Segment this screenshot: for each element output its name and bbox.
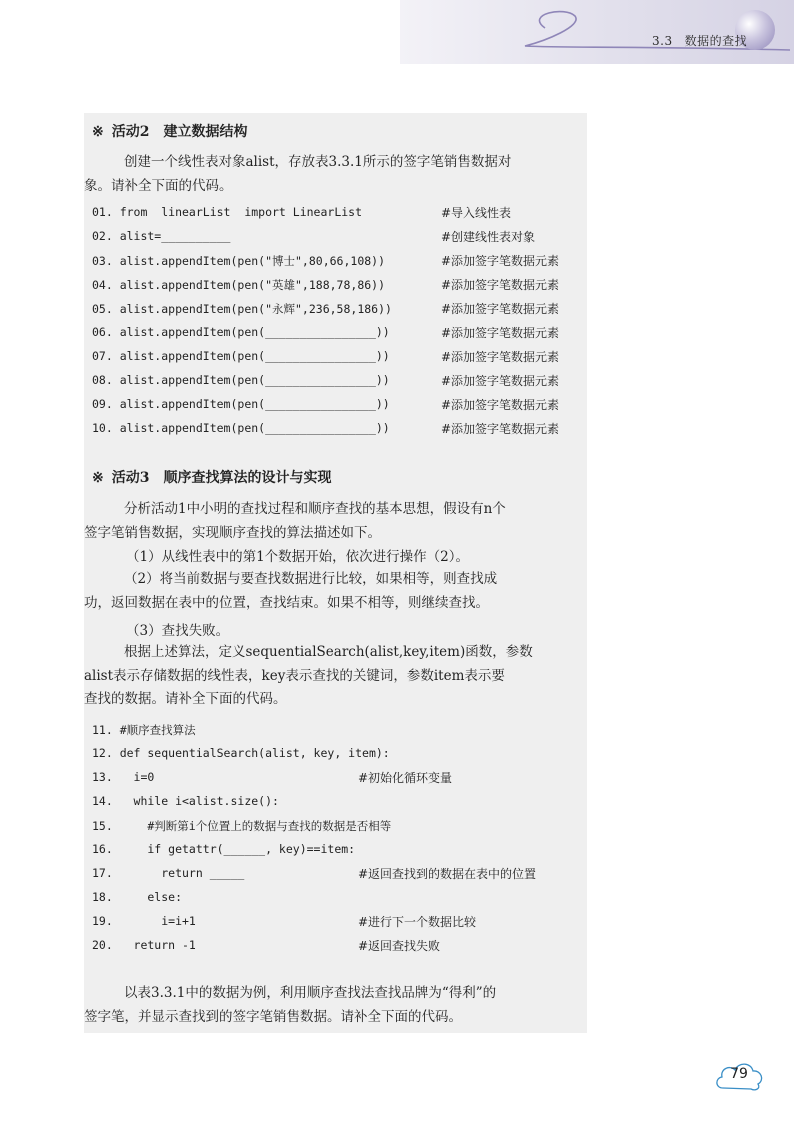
code-comment: #进行下一个数据比较 <box>358 915 477 929</box>
code-comment: #返回查找失败 <box>358 939 441 953</box>
closing-paragraph: 以表3.3.1中的数据为例，利用顺序查找法查找品牌为“得利”的 签字笔，并显示查找到的签字笔销售数据。请补全下面的代码。 <box>84 985 497 1025</box>
code-line: 13. i=0 <box>92 770 155 784</box>
code-line: 07. alist.appendItem(pen(________________)) <box>92 349 390 363</box>
algorithm-step-2: （2）将当前数据与要查找数据进行比较，如果相等，则查找成 功，返回数据在表中的位置，查找结束。如果不相等，则继续查找。 <box>84 571 498 611</box>
code-line: 18. else: <box>92 890 183 904</box>
code-comment: #导入线性表 <box>441 206 512 220</box>
code-comment: #添加签字笔数据元素 <box>441 374 560 388</box>
reference-mark: ※ <box>92 470 104 486</box>
page-number: 79 <box>730 1066 748 1082</box>
code-comment: #添加签字笔数据元素 <box>441 398 560 412</box>
algorithm-step-1: （1）从线性表中的第1个数据开始，依次进行操作（2）。 <box>126 549 470 565</box>
code-line: 20. return -1 <box>92 938 196 952</box>
code-comment: #创建线性表对象 <box>441 230 536 244</box>
code-line: 11. #顺序查找算法 <box>92 723 196 737</box>
code-line: 09. alist.appendItem(pen(________________)) <box>92 397 390 411</box>
code-comment: #添加签字笔数据元素 <box>441 422 560 436</box>
code-line: 14. while i<alist.size(): <box>92 794 279 808</box>
activity3-heading <box>92 467 331 487</box>
activity2-intro: 创建一个线性表对象alist，存放表3.3.1所示的签字笔销售数据对 象。请补全下面的代码。 <box>84 154 512 194</box>
code-comment: #返回查找到的数据在表中的位置 <box>358 867 537 881</box>
code-line: 06. alist.appendItem(pen(________________)) <box>92 325 390 339</box>
activity3-title: 活动3 顺序查找算法的设计与实现 <box>111 470 332 486</box>
code-comment: #添加签字笔数据元素 <box>441 302 560 316</box>
section-title: 数据的查找 <box>684 34 748 48</box>
code-comment: #添加签字笔数据元素 <box>441 326 560 340</box>
code-comment: #添加签字笔数据元素 <box>441 350 560 364</box>
code-line: 08. alist.appendItem(pen(________________)) <box>92 373 390 387</box>
code-line: 02. alist=__________ <box>92 229 231 243</box>
section-number: 3.3 <box>652 34 673 48</box>
code-line: 12. def sequentialSearch(alist, key, item): <box>92 746 390 760</box>
code-line: 16. if getattr(______, key)==item: <box>92 842 356 856</box>
code-line: 10. alist.appendItem(pen(________________)) <box>92 421 390 435</box>
code-line: 04. alist.appendItem(pen("英雄",188,78,86)) <box>92 278 386 292</box>
code-line: 15. #判断第i个位置上的数据与查找的数据是否相等 <box>92 819 392 833</box>
activity3-para2: 根据上述算法，定义sequentialSearch(alist,key,item)函数，参数 alist表示存储数据的线性表，key表示查找的关键词，参数item表示要 查找的数据。请补全下面的代码。 <box>84 644 533 707</box>
code-line: 01. from linearList import LinearList <box>92 205 363 219</box>
code-comment: #添加签字笔数据元素 <box>441 254 560 268</box>
activity2-heading <box>92 121 247 141</box>
code-comment: #初始化循环变量 <box>358 771 453 785</box>
activity2-title: 活动2 建立数据结构 <box>111 124 248 140</box>
code-line: 17. return _____ <box>92 866 245 880</box>
activity3-para1: 分析活动1中小明的查找过程和顺序查找的基本思想，假设有n个 签字笔销售数据，实现顺序查找的算法描述如下。 <box>84 501 506 541</box>
reference-mark: ※ <box>92 124 104 140</box>
code-comment: #添加签字笔数据元素 <box>441 278 560 292</box>
code-line: 03. alist.appendItem(pen("博士",80,66,108)) <box>92 254 386 268</box>
section-heading <box>652 32 747 49</box>
algorithm-step-3: （3）查找失败。 <box>126 623 230 639</box>
code-line: 19. i=i+1 <box>92 914 196 928</box>
code-line: 05. alist.appendItem(pen("永辉",236,58,186)) <box>92 302 392 316</box>
